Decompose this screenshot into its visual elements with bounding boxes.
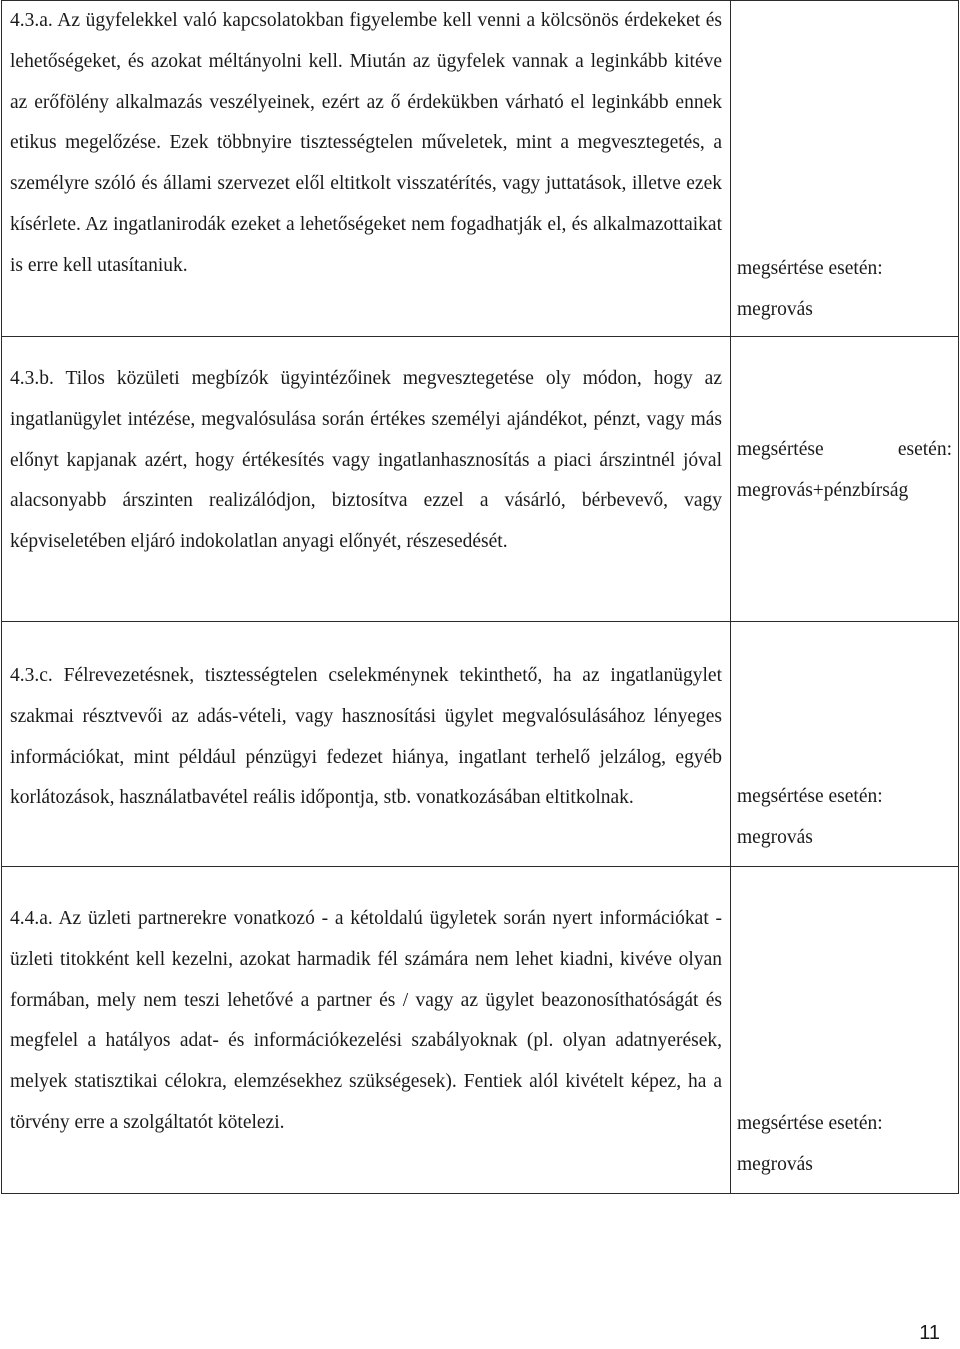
penalty-label: megsértése esetén: bbox=[737, 1113, 883, 1135]
rule-row-4-3-c bbox=[2, 622, 959, 867]
penalty-value: megrovás bbox=[737, 299, 813, 321]
page-number: 11 bbox=[919, 1322, 940, 1344]
penalty-label: megsértése esetén: bbox=[737, 258, 883, 280]
rule-text-cell bbox=[2, 337, 731, 622]
penalty-value: megrovás+pénzbírság bbox=[737, 479, 909, 501]
rule-text: 4.3.c. Félrevezetésnek, tisztességtelen cselekménynek tekinthető, ha az ingatlanügylet szakmai résztvevői az adás-vételi, vagy hasznosítási ügylet megvalósulásához lényeges információkat, mint például pénzügyi fedezet hiánya, ingatlant terhelő jelzálog, egyéb korlátozások, használatbavétel reális időpontja, stb. vonatkozásában eltitkolnak. bbox=[10, 665, 722, 809]
rule-text: 4.3.b. Tilos közületi megbízók ügyintézőinek megvesztegetése oly módon, hogy az ingatlanügylet intézése, megvalósulása során értékes személyi ajándékot, pénzt, vagy más előnyt kapjanak azért, hogy értékesítés vagy ingatlanhasznosítás a piaci árszintnél jóval alacsonyabb árszinten realizálódjon, biztosítva ezzel a vásárló, bérbevevő, vagy képviseletében eljáró indokolatlan anyagi előnyét, részesedését. bbox=[10, 368, 722, 553]
rule-text: 4.4.a. Az üzleti partnerekre vonatkozó - a kétoldalú ügyletek során nyert információkat - üzleti titokként kell kezelni, azokat harmadik fél számára nem lehet kiadni, kivéve olyan formában, mely nem teszi lehetővé a partner és / vagy az ügylet beazonosíthatóságát és megfelel a hatályos adat- és információkezelési szabályoknak (pl. olyan adatnyerések, melyek statisztikai célokra, elemzésekhez szükségesek). Fentiek alól kivételt képez, ha a törvény erre a szolgáltatót kötelezi. bbox=[10, 908, 722, 1133]
penalty-label-left: megsértése bbox=[737, 439, 824, 460]
penalty-cell bbox=[731, 622, 959, 867]
penalty-value: megrovás bbox=[737, 827, 813, 849]
rule-row-4-3-b bbox=[2, 337, 959, 622]
rule-row-4-4-a bbox=[2, 867, 959, 1194]
penalty-cell bbox=[731, 867, 959, 1194]
penalty-value: megrovás bbox=[737, 1154, 813, 1176]
penalty-label bbox=[737, 430, 952, 471]
rule-text-cell bbox=[2, 1, 731, 337]
rule-text: 4.3.a. Az ügyfelekkel való kapcsolatokban figyelembe kell venni a kölcsönös érdekeket és lehetőségeket, és azokat méltányolni kell. Miután az ügyfelek vannak a leginkább kitéve az erőfölény alkalmazás veszélyeinek, ezért az ő érdekükben várható el leginkább ennek etikus megelőzése. Ezek többnyire tisztességtelen műveletek, mint a megvesztegetés, a személyre szóló és állami szervezet elől eltitkolt visszatérítés, vagy juttatások, illetve ezek kísérlete. Az ingatlanirodák ezeket a lehetőségeket nem fogadhatják el, és alkalmazottaikat is erre kell utasítaniuk. bbox=[10, 10, 722, 276]
penalty-cell bbox=[731, 1, 959, 337]
penalty-label-right: esetén: bbox=[897, 439, 952, 460]
penalty-cell bbox=[731, 337, 959, 622]
rule-row-4-3-a bbox=[2, 1, 959, 337]
rule-text-cell bbox=[2, 622, 731, 867]
penalty-label: megsértése esetén: bbox=[737, 786, 883, 808]
rules-table bbox=[1, 0, 959, 1194]
rule-text-cell bbox=[2, 867, 731, 1194]
